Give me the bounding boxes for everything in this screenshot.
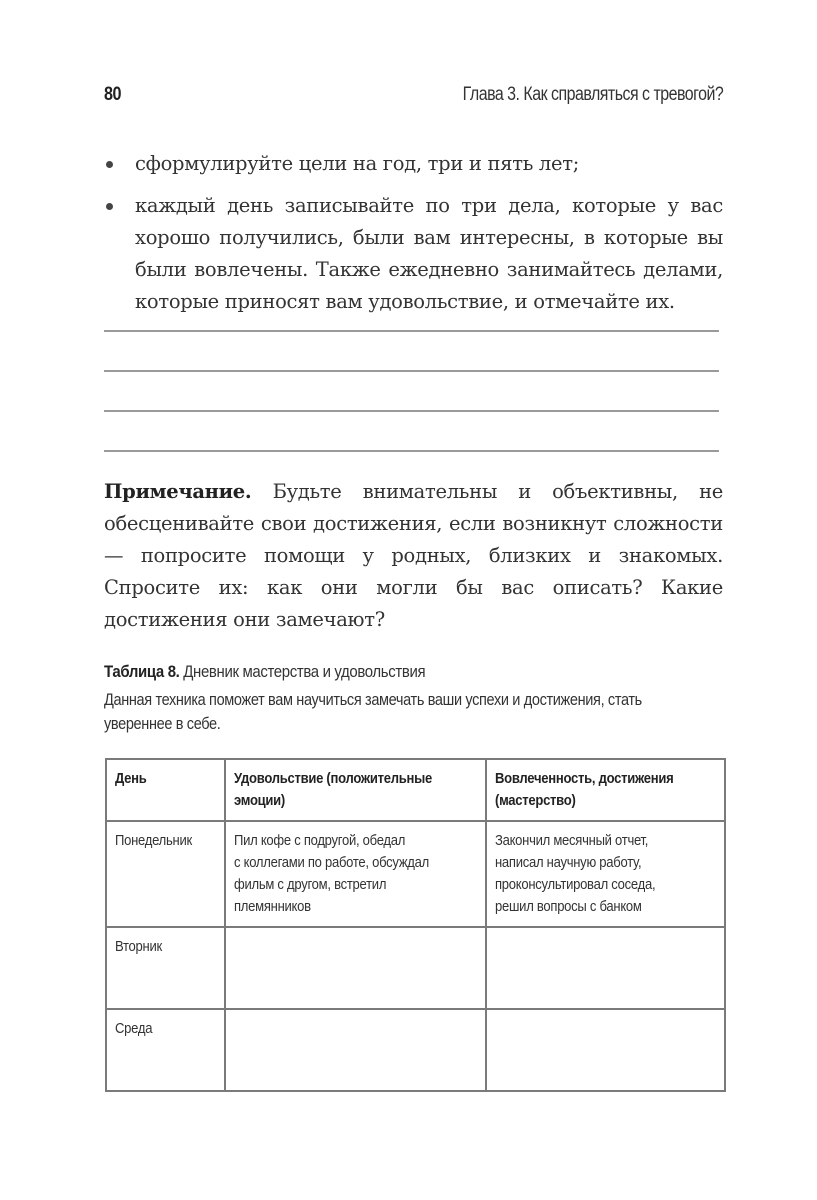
cell-pleasure (225, 1009, 486, 1091)
running-head (104, 84, 723, 110)
write-in-line (104, 450, 719, 452)
bullet-item (104, 190, 723, 318)
table-description-text: Данная техника поможет вам научиться замечать ваши успехи и достижения, стать увереннее в себе. (104, 691, 642, 733)
cell-line: племянников (234, 899, 311, 915)
mastery-pleasure-table (105, 758, 726, 1092)
table-caption (104, 660, 723, 684)
note-paragraph (104, 476, 723, 636)
cell-day (106, 1009, 225, 1091)
chapter-title: Глава 3. Как справляться с тревогой? (462, 84, 723, 105)
table-description (104, 688, 784, 736)
cell-line: Закончил месячный отчет, (495, 833, 649, 849)
table-row (106, 821, 725, 927)
bullet-dot-icon (106, 203, 113, 210)
header-line: Вовлеченность, достижения (495, 771, 674, 787)
write-in-line (104, 330, 719, 332)
table-row (106, 927, 725, 1009)
cell-line: решил вопросы с банком (495, 899, 642, 915)
page-number: 80 (104, 84, 122, 105)
cell-line: с коллегами по работе, обсуждал (234, 855, 429, 871)
bullet-list (104, 148, 723, 328)
header-pleasure (225, 759, 486, 821)
cell-day (106, 821, 225, 927)
write-in-line (104, 410, 719, 412)
day-label: Понедельник (115, 833, 192, 849)
day-label: Вторник (115, 939, 162, 955)
cell-mastery (486, 821, 725, 927)
cell-line: фильм с другом, встретил (234, 877, 387, 893)
table-row (106, 1009, 725, 1091)
write-in-line (104, 370, 719, 372)
header-day (106, 759, 225, 821)
cell-line: проконсультировал соседа, (495, 877, 656, 893)
day-label: Среда (115, 1021, 153, 1037)
bullet-dot-icon (106, 161, 113, 168)
cell-pleasure (225, 821, 486, 927)
bullet-text: сформулируйте цели на год, три и пять лет; (135, 152, 580, 175)
cell-day (106, 927, 225, 1009)
table-caption-title: Дневник мастерства и удовольствия (179, 662, 426, 681)
cell-line: Пил кофе с подругой, обедал (234, 833, 406, 849)
bullet-item (104, 148, 723, 180)
note-label: Примечание. (104, 480, 252, 503)
header-mastery (486, 759, 725, 821)
header-line: Удовольствие (положительные (234, 771, 432, 787)
table-header-row (106, 759, 725, 821)
cell-pleasure (225, 927, 486, 1009)
cell-mastery (486, 927, 725, 1009)
cell-line: написал научную работу, (495, 855, 642, 871)
header-line: (мастерство) (495, 793, 576, 809)
header-line: День (115, 771, 147, 787)
header-line: эмоции) (234, 793, 286, 809)
cell-mastery (486, 1009, 725, 1091)
table-caption-label: Таблица 8. (104, 662, 180, 681)
bullet-text: каждый день записывайте по три дела, которые у вас хорошо получились, были вам интересны, в которые вы были вовлечены. Также ежедневно занимайтесь делами, которые приносят вам удовольствие, и отмечайте их. (135, 194, 723, 313)
note-text: Будьте внимательны и объективны, не обесценивайте свои достижения, если возникнут сложности — попросите помощи у родных, близких и знакомых. Спросите их: как они могли бы вас описать? Какие достижения они замечают? (104, 480, 723, 631)
